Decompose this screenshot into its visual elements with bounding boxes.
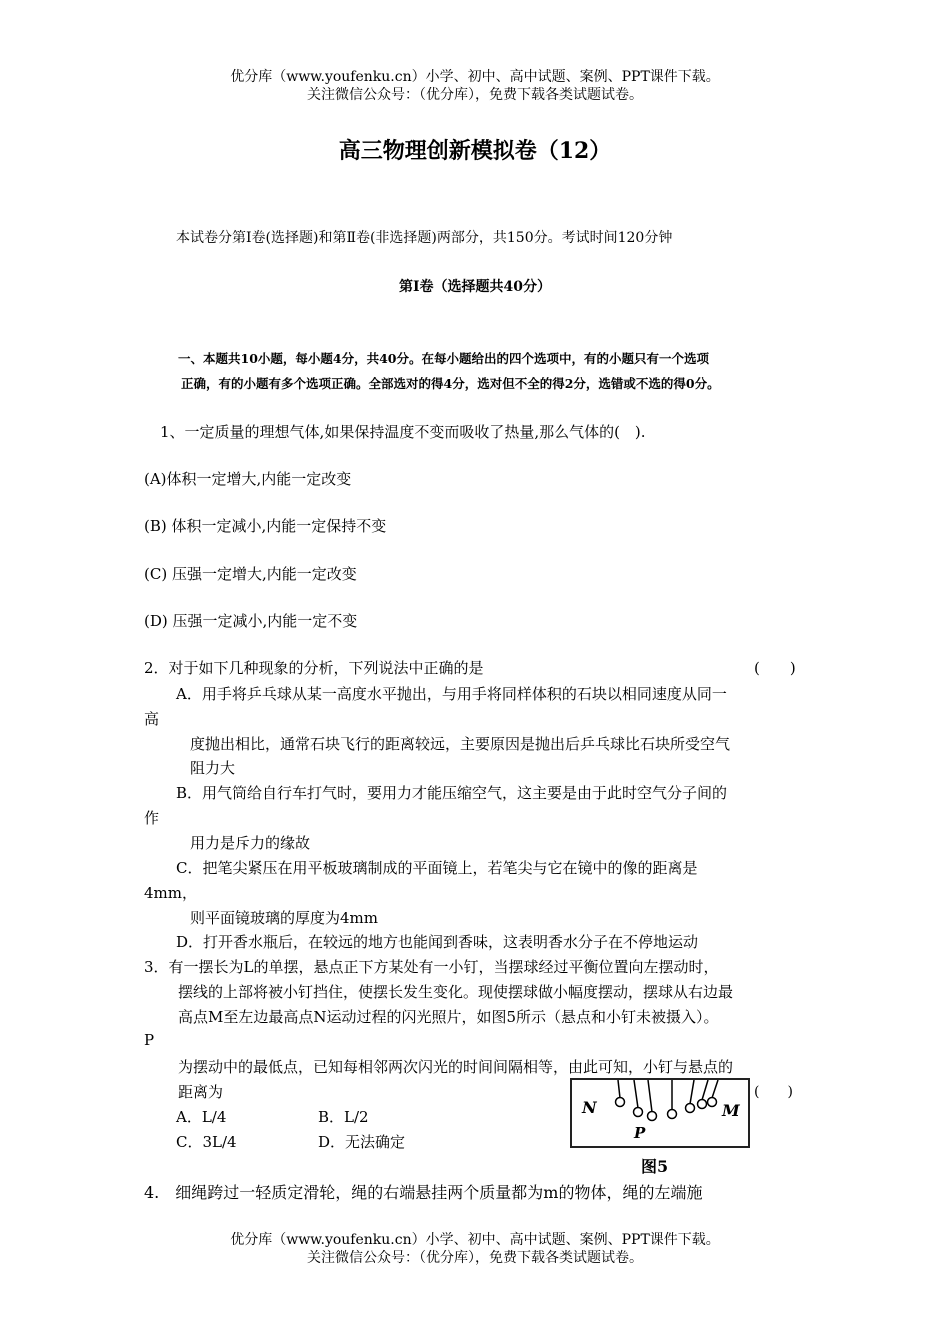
- ball-2: [634, 1108, 643, 1117]
- q2-option-b-line-2: 作: [144, 809, 160, 827]
- section-title: 第Ⅰ卷（选择题共40分）: [398, 279, 552, 295]
- q3-line-1: 3．有一摆长为L的单摆，悬点正下方某处有一小钉，当摆球经过平衡位置向左摆动时，: [144, 958, 719, 976]
- ball-6: [698, 1100, 707, 1109]
- page-title: 高三物理创新模拟卷（12）: [338, 138, 612, 164]
- q3-line-5: 为摆动中的最低点，已知每相邻两次闪光的时间间隔相等，由此可知，小钉与悬点的: [178, 1058, 734, 1076]
- q2-option-b-line-3: 用力是斥力的缘故: [190, 834, 311, 852]
- label-p: P: [634, 1124, 646, 1142]
- footer-line-1: 优分库（www.youfenku.cn）小学、初中、高中试题、案例、PPT课件下载。: [230, 1232, 720, 1248]
- ball-5: [686, 1104, 695, 1113]
- q1-option-b: (B) 体积一定减小,内能一定保持不变: [144, 517, 387, 535]
- q2-answer-bracket: ( ): [754, 659, 796, 677]
- ball-3: [648, 1112, 657, 1121]
- label-n: N: [582, 1098, 597, 1117]
- q3-line-6: 距离为: [178, 1083, 224, 1101]
- figure-caption: 图5: [641, 1157, 669, 1176]
- q3-line-2: 摆线的上部将被小钉挡住，使摆长发生变化。现使摆球做小幅度摆动，摆球从右边最: [178, 983, 734, 1001]
- pendulum-flash-photo: [572, 1080, 748, 1146]
- q3-option-a: A．L/4: [176, 1108, 227, 1126]
- ball-4: [668, 1110, 677, 1119]
- q2-option-b-line-1: B．用气筒给自行车打气时，要用力才能压缩空气，这主要是由于此时空气分子间的: [176, 784, 728, 802]
- label-m: M: [722, 1101, 740, 1120]
- q2-option-a-line-3: 度抛出相比，通常石块飞行的距离较远，主要原因是抛出后乒乓球比石块所受空气: [190, 735, 731, 753]
- q2-option-a-line-2: 高: [144, 710, 160, 728]
- q3-option-d: D．无法确定: [318, 1133, 406, 1151]
- section-instructions-line-2: 正确，有的小题有多个选项正确。全部选对的得4分，选对但不全的得2分，选错或不选的得0分。: [181, 376, 720, 391]
- q1-option-c: (C) 压强一定增大,内能一定改变: [144, 565, 357, 583]
- ball-7: [708, 1098, 717, 1107]
- q2-option-a-line-4: 阻力大: [190, 759, 236, 777]
- q1-option-a: (A)体积一定增大,内能一定改变: [144, 470, 352, 488]
- q3-answer-bracket: ( ): [754, 1084, 793, 1100]
- q2-option-c-line-3: 则平面镜玻璃的厚度为4mm: [190, 909, 378, 927]
- section-instructions-line-1: 一、本题共10小题，每小题4分，共40分。在每小题给出的四个选项中，有的小题只有一个选项: [178, 351, 709, 366]
- pendulum-flash-photo-figure: [570, 1078, 750, 1148]
- q3-line-3: 高点M至左边最高点N运动过程的闪光照片，如图5所示（悬点和小钉未被摄入）。: [178, 1008, 719, 1026]
- q1-stem: 1、一定质量的理想气体,如果保持温度不变而吸收了热量,那么气体的( ).: [160, 423, 646, 441]
- q3-line-4: P: [144, 1031, 155, 1049]
- footer-line-2: 关注微信公众号：（优分库），免费下载各类试题试卷。: [307, 1250, 643, 1266]
- exam-intro: 本试卷分第Ⅰ卷(选择题)和第Ⅱ卷(非选择题)两部分，共150分。考试时间120分钟: [176, 230, 673, 246]
- q2-stem: 2．对于如下几种现象的分析，下列说法中正确的是: [144, 659, 484, 677]
- q2-option-c-line-2: 4mm，: [144, 884, 197, 902]
- q1-option-d: (D) 压强一定减小,内能一定不变: [144, 612, 358, 630]
- q2-option-c-line-1: C．把笔尖紧压在用平板玻璃制成的平面镜上，若笔尖与它在镜中的像的距离是: [176, 859, 698, 877]
- q3-option-c: C．3L/4: [176, 1133, 237, 1151]
- q4-stem: 4. 细绳跨过一轻质定滑轮，绳的右端悬挂两个质量都为m的物体，绳的左端施: [144, 1183, 703, 1202]
- q3-option-b: B．L/2: [318, 1108, 369, 1126]
- header-line-1: 优分库（www.youfenku.cn）小学、初中、高中试题、案例、PPT课件下载。: [230, 69, 720, 85]
- q2-option-d: D．打开香水瓶后，在较远的地方也能闻到香味，这表明香水分子在不停地运动: [176, 933, 699, 951]
- q2-option-a-line-1: A．用手将乒乓球从某一高度水平抛出，与用手将同样体积的石块以相同速度从同一: [176, 685, 727, 703]
- ball-1: [616, 1098, 625, 1107]
- header-line-2: 关注微信公众号：（优分库），免费下载各类试题试卷。: [307, 87, 643, 103]
